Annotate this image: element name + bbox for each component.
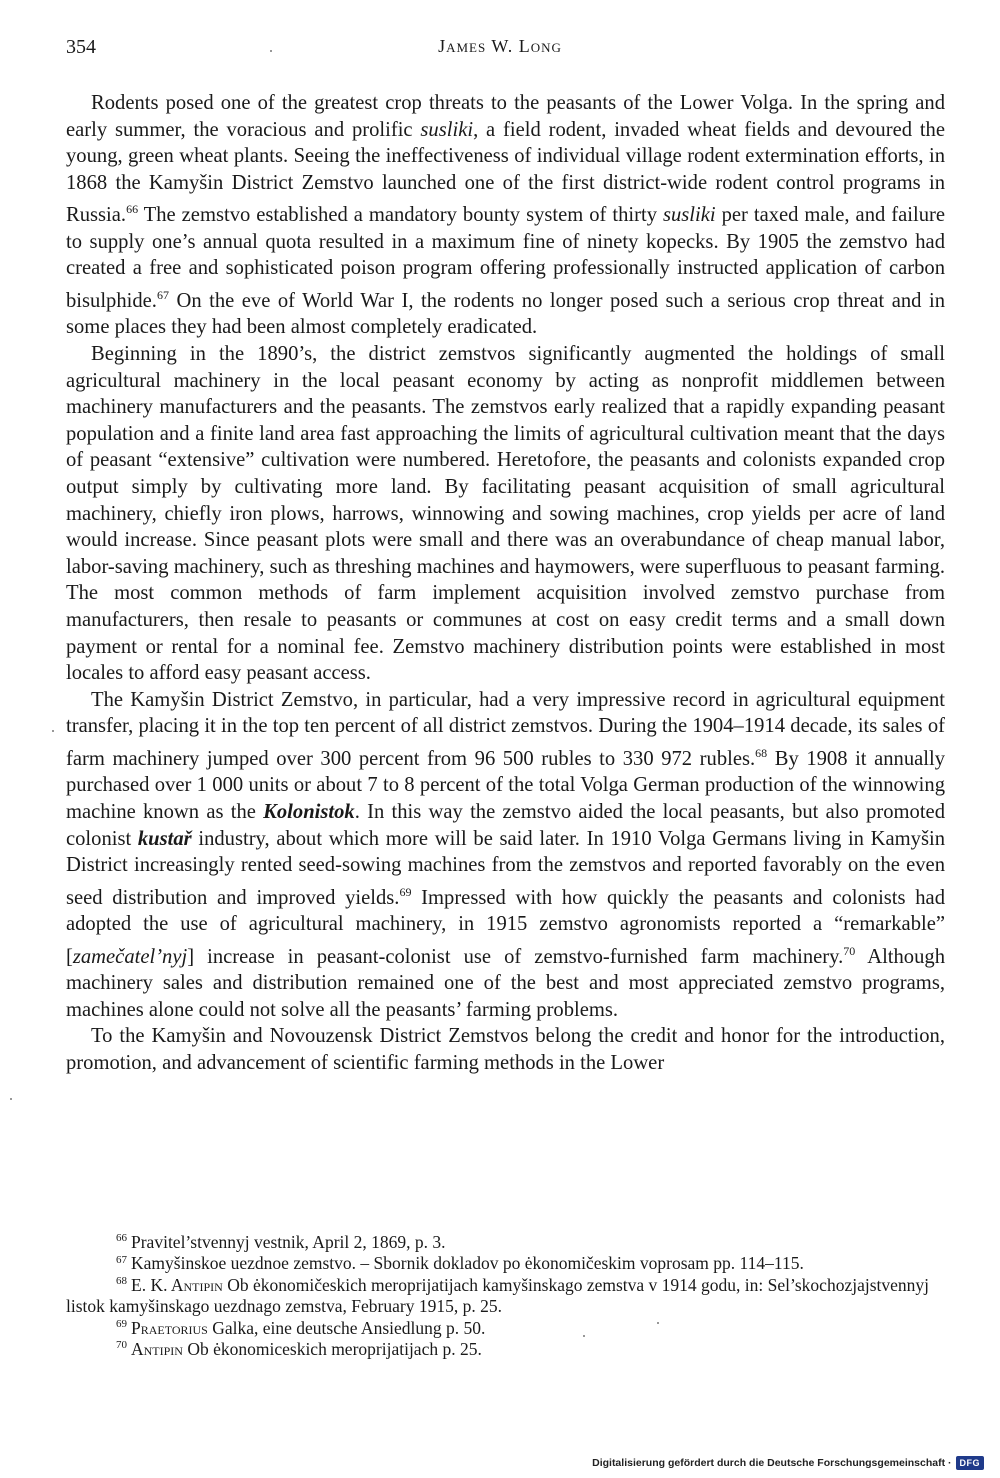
footnote-ref: 66 — [126, 202, 139, 217]
footnote — [66, 1318, 945, 1339]
digitization-credit — [592, 1456, 984, 1470]
text-run: To the Kamyšin and Novouzensk District Zemstvos belong the credit and honor for the introduction, promotion, and advancement of scientific farming methods in the Lower — [66, 1025, 945, 1075]
footnote-ref: 67 — [156, 288, 169, 303]
footnote-ref: 70 — [843, 943, 856, 958]
footnote-author: Antipin — [131, 1339, 183, 1360]
text-run: industry, about which more will be said later. In 1910 Volga Germans living in Kamyšin District increasingly rented seed-sowing machines from the zemstvos and reported favorably on the even seed distribution and improved yields. — [66, 827, 946, 909]
page-number: 354 — [66, 36, 96, 58]
credit-text: Digitalisierung gefördert durch die Deutsche Forschungsgemeinschaft · — [592, 1457, 952, 1469]
text-run: By 1908 it annually purchased over 1 000 units or about 7 to 8 percent of the total Volga German production of the winnowing machine known as the — [66, 747, 946, 824]
text-run: per taxed male, and failure to supply one’s annual quota resulted in a maximum fine of ninety kopecks. By 1905 the zemstvo had created a free and sophisticated poison program offering professionally instructed application of carbon bisulphide. — [66, 204, 945, 312]
footnote — [66, 1339, 945, 1360]
footnote — [66, 1232, 945, 1253]
body-text — [66, 90, 945, 1077]
scan-speck — [52, 730, 54, 732]
text-run: Impressed with how quickly the peasants and colonists had adopted the use of agricultural machinery, in 1915 zemstvo agronomists reported a “remarkable” [ — [66, 886, 945, 968]
text-run: . In this way the zemstvo aided the local peasants, but also promoted colonist — [66, 801, 945, 850]
emphasized-term: Kolonistok — [263, 801, 355, 824]
text-run: Rodents posed one of the greatest crop threats to the peasants of the Lower Volga. In the spring and early summer, the voracious and prolific — [66, 92, 945, 141]
footnote-number: 67 — [116, 1253, 127, 1266]
dfg-logo: DFG — [956, 1456, 985, 1470]
footnote-author: E. K. Antipin — [131, 1274, 223, 1295]
italic-term: susliki — [662, 204, 716, 227]
body-paragraph — [66, 341, 945, 687]
italic-term: zamečatel’nyj — [72, 945, 188, 968]
footnote — [66, 1275, 945, 1318]
text-run: The zemstvo established a mandatory bounty system of thirty — [138, 204, 663, 227]
footnote-ref: 68 — [755, 745, 768, 760]
scan-speck — [583, 1335, 585, 1337]
footnote-text: Galka, eine deutsche Ansiedlung p. 50. — [207, 1317, 486, 1338]
footnote-number: 70 — [116, 1339, 127, 1352]
scan-speck — [657, 1322, 659, 1324]
text-run: ] increase in peasant-colonist use of zemstvo-furnished farm machinery. — [187, 945, 844, 968]
body-paragraph — [66, 90, 945, 341]
footnote-text: Pravitel’stvennyj vestnik, April 2, 1869, p. 3. — [131, 1232, 446, 1252]
text-run: , a field rodent, invaded wheat fields and devoured the young, green wheat plants. Seeing the ineffectiveness of individual village rodent extermination efforts, in 1868 the Kamyšin District Zemstvo launched one of the first district-wide rodent control programs in Russia. — [66, 118, 945, 227]
body-paragraph — [66, 1023, 945, 1076]
body-paragraph — [66, 687, 945, 1024]
footnote-ref: 69 — [399, 884, 412, 899]
text-run: The Kamyšin District Zemstvo, in particular, had a very impressive record in agricultural equipment transfer, placing it in the top ten percent of all district zemstvos. During the 1904–1914 decade, its sales of farm machinery jumped over 300 percent from 96 500 rubles to 330 972 rubles. — [66, 688, 945, 770]
footnote-text: Ob ėkonomičeskich meroprijatijach kamyšinskago zemstva v 1914 godu, in: Sel’skochozjajstvennyj listok kamyšinskago uezdnago zemstva, February 1915, p. 25. — [66, 1274, 930, 1317]
scan-speck — [270, 50, 272, 52]
footnote — [66, 1253, 945, 1274]
footnote-text: Kamyšinskoe uezdnoe zemstvo. – Sbornik dokladov po ėkonomičeskim voprosam pp. 114–115. — [131, 1253, 804, 1274]
footnote-author: Praetorius — [131, 1317, 208, 1338]
footnote-number: 68 — [116, 1274, 127, 1287]
text-run: On the eve of World War I, the rodents no longer posed such a serious crop threat and in some places they had been almost completely eradicated. — [66, 289, 945, 339]
text-run: Although machinery sales and distribution remained one of the best and most appreciated zemstvo programs, machines alone could not solve all the peasants’ farming problems. — [66, 945, 945, 1021]
running-head: James W. Long — [438, 36, 562, 56]
emphasized-term: kustař — [137, 827, 192, 850]
footnote-number: 69 — [116, 1317, 127, 1330]
footnote-number: 66 — [116, 1232, 127, 1245]
text-run: Beginning in the 1890’s, the district zemstvos significantly augmented the holdings of small agricultural machinery in the local peasant economy by acting as nonprofit middlemen between machinery manufacturers and the peasants. The zemstvos early realized that a rapidly expanding peasant population and a finite land area fast approaching the limits of agricultural cultivation meant that the days of peasant “extensive” cultivation were numbered. Heretofore, the peasants and colonists expanded crop output simply by cultivating more land. By facilitating peasant acquisition of small agricultural machinery, chiefly iron plows, harrows, winnowing and sowing machines, crop yields per acre of land would increase. Since peasant plots were small and there was an overabundance of cheap manual labor, labor-saving machinery, such as threshing machines and haymowers, were superfluous to peasant farming. The most common methods of farm implement acquisition involved zemstvo purchase from manufacturers, then resale to peasants or communes at cost on easy credit terms and a small down payment or rental for a nominal fee. Zemstvo machinery distribution points were established in most locales to afford easy peasant access. — [66, 343, 945, 685]
footnotes — [66, 1232, 945, 1360]
footnote-text: Ob ėkonomiceskich meroprijatijach p. 25. — [182, 1339, 482, 1360]
italic-term: susliki — [420, 118, 474, 141]
scan-speck — [10, 1098, 12, 1100]
